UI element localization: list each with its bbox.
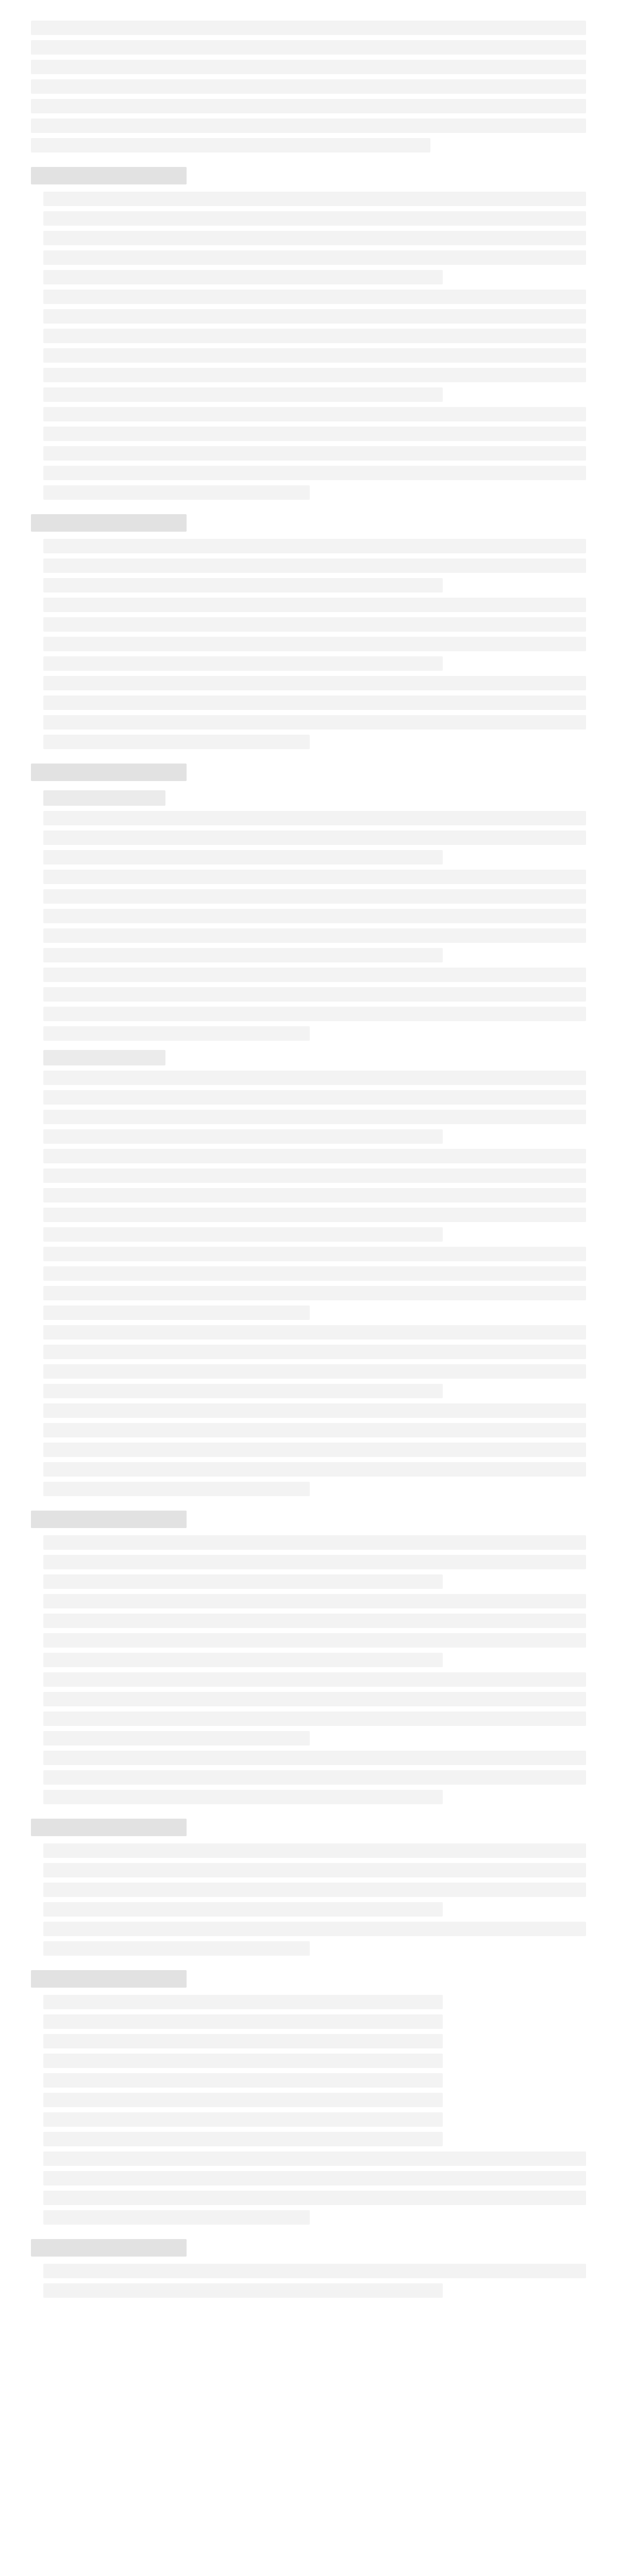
section-paragraph xyxy=(43,1325,586,1340)
section-paragraph xyxy=(43,948,443,962)
subsection-title xyxy=(43,1050,165,1065)
section-paragraph xyxy=(43,1902,443,1917)
section-paragraph xyxy=(43,735,310,749)
section-paragraph xyxy=(43,928,586,943)
section-paragraph xyxy=(43,1364,586,1379)
section-paragraph xyxy=(43,870,586,884)
section-paragraph xyxy=(43,446,586,461)
intro-paragraph-line xyxy=(31,99,586,113)
section-title xyxy=(31,764,187,781)
section-paragraph xyxy=(43,2034,443,2048)
section-enrollment xyxy=(31,764,586,1496)
section-paragraph xyxy=(43,1790,443,1804)
section-paragraph xyxy=(43,211,586,226)
section-paragraph xyxy=(43,1863,586,1877)
section-paragraph xyxy=(43,1653,443,1667)
subsection-title xyxy=(43,790,165,806)
section-paragraph xyxy=(43,598,586,612)
section-paragraph xyxy=(43,1227,443,1242)
section-paragraph xyxy=(43,1614,586,1628)
section-title xyxy=(31,1511,187,1528)
section-paragraph xyxy=(43,1941,310,1956)
section-paragraph xyxy=(43,1208,586,1222)
intro-block xyxy=(31,21,586,152)
section-paragraph xyxy=(43,1286,586,1300)
section-paragraph xyxy=(43,290,586,304)
section-paragraph xyxy=(43,348,586,363)
section-paragraph xyxy=(43,2210,310,2225)
section-paragraph xyxy=(43,1535,586,1550)
section-paragraph xyxy=(43,1266,586,1281)
section-training-schedule xyxy=(31,1511,586,1804)
section-paragraph xyxy=(43,889,586,904)
section-paragraph xyxy=(43,2093,443,2107)
section-paragraph xyxy=(43,1995,443,2009)
section-title xyxy=(31,167,187,184)
section-paragraph xyxy=(43,2283,443,2298)
section-paragraph xyxy=(43,2151,586,2166)
section-paragraph xyxy=(43,637,586,651)
section-paragraph xyxy=(43,656,443,671)
section-paragraph xyxy=(43,1751,586,1765)
section-paragraph xyxy=(43,1770,586,1785)
section-paragraph xyxy=(43,2112,443,2127)
section-paragraph xyxy=(43,1168,586,1183)
section-title xyxy=(31,2239,187,2257)
section-paragraph xyxy=(43,270,443,284)
intro-paragraph-line xyxy=(31,79,586,94)
section-paragraph xyxy=(43,1574,443,1589)
section-paragraph xyxy=(43,1731,310,1745)
section-paragraph xyxy=(43,811,586,825)
intro-paragraph-line xyxy=(31,118,586,133)
section-paragraph xyxy=(43,2191,586,2205)
intro-paragraph-line xyxy=(31,60,586,74)
section-title xyxy=(31,514,187,532)
section-paragraph xyxy=(43,466,586,480)
section-paragraph xyxy=(43,1026,310,1041)
section-paragraph xyxy=(43,617,586,632)
section-paragraph xyxy=(43,407,586,421)
section-paragraph xyxy=(43,2054,443,2068)
section-paragraph xyxy=(43,1922,586,1936)
section-paragraph xyxy=(43,250,586,265)
section-paragraph xyxy=(43,1633,586,1648)
section-training-content xyxy=(31,514,586,749)
section-paragraph xyxy=(43,1129,443,1144)
section-paragraph xyxy=(43,427,586,441)
section-paragraph xyxy=(43,676,586,690)
section-paragraph xyxy=(43,1594,586,1608)
section-paragraph xyxy=(43,539,586,553)
section-paragraph xyxy=(43,2264,586,2278)
section-paragraph xyxy=(43,192,586,206)
section-paragraph xyxy=(43,1423,586,1437)
section-paragraph xyxy=(43,2014,443,2029)
section-title xyxy=(31,1970,187,1988)
section-paragraph xyxy=(43,329,586,343)
section-paragraph xyxy=(43,1672,586,1687)
section-paragraph xyxy=(43,831,586,845)
section-paragraph xyxy=(43,1090,586,1105)
section-paragraph xyxy=(43,1110,586,1124)
section-paragraph xyxy=(43,1071,586,1085)
section-paragraph xyxy=(43,696,586,710)
intro-paragraph-line xyxy=(31,40,586,55)
section-paragraph xyxy=(43,485,310,500)
section-paragraph xyxy=(43,309,586,324)
section-paragraph xyxy=(43,1443,586,1457)
section-course-features xyxy=(31,167,586,500)
intro-paragraph xyxy=(31,21,586,35)
section-paragraph xyxy=(43,1711,586,1726)
section-paragraph xyxy=(43,2132,443,2146)
section-paragraph xyxy=(43,1306,310,1320)
section-paragraph xyxy=(43,1555,586,1569)
section-paragraph xyxy=(43,368,586,382)
section-paragraph xyxy=(43,1149,586,1163)
section-paragraph xyxy=(43,1482,310,1496)
section-paragraph xyxy=(43,1384,443,1398)
section-credits xyxy=(31,2239,586,2298)
section-assessment xyxy=(31,1819,586,1956)
section-paragraph xyxy=(43,1403,586,1418)
section-paragraph xyxy=(43,558,586,573)
section-paragraph xyxy=(43,231,586,245)
section-paragraph xyxy=(43,387,443,402)
section-paragraph xyxy=(43,578,443,592)
section-paragraph xyxy=(43,987,586,1002)
section-fees-and-payment xyxy=(31,1970,586,2225)
section-paragraph xyxy=(43,1883,586,1897)
section-paragraph xyxy=(43,1345,586,1359)
section-paragraph xyxy=(43,1692,586,1706)
intro-paragraph-line xyxy=(31,138,430,152)
section-paragraph xyxy=(43,1188,586,1202)
section-paragraph xyxy=(43,968,586,982)
section-paragraph xyxy=(43,715,586,730)
section-paragraph xyxy=(43,1007,586,1021)
section-paragraph xyxy=(43,2073,443,2088)
section-paragraph xyxy=(43,909,586,923)
section-paragraph xyxy=(43,1843,586,1858)
section-paragraph xyxy=(43,2171,586,2185)
section-paragraph xyxy=(43,850,443,865)
section-paragraph xyxy=(43,1462,586,1477)
section-paragraph xyxy=(43,1247,586,1261)
section-title xyxy=(31,1819,187,1836)
